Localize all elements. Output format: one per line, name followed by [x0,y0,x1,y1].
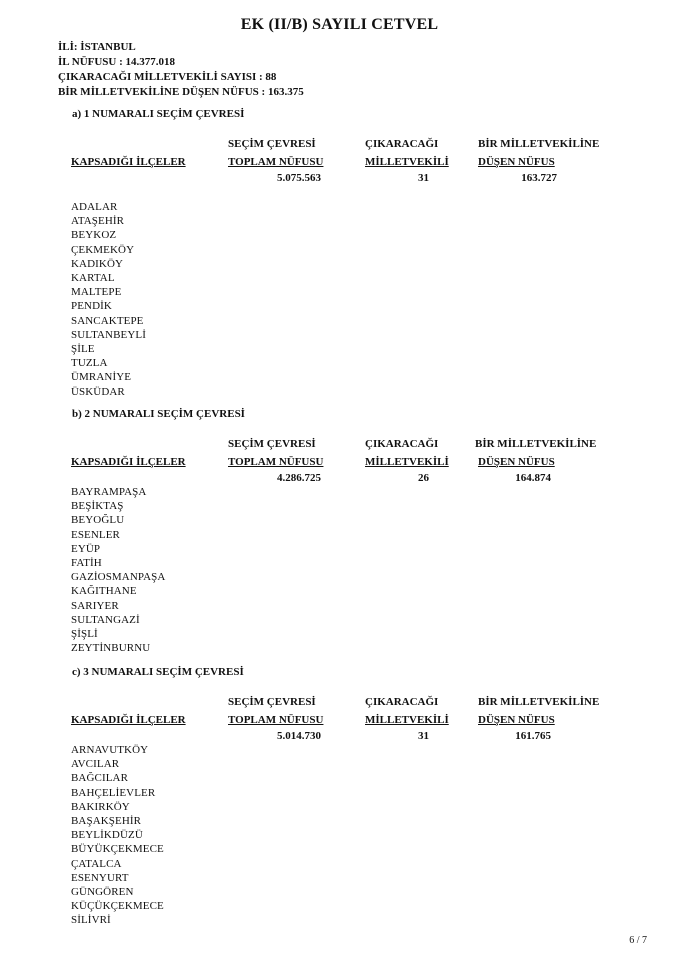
header-toplam-nufusu: TOPLAM NÜFUSU [228,156,324,168]
header-milletvekili: MİLLETVEKİLİ [365,156,449,168]
header-milletvekili: MİLLETVEKİLİ [365,714,449,726]
list-item: SULTANBEYLİ [71,328,146,341]
list-item: KAĞITHANE [71,585,137,598]
section-title: c) 3 NUMARALI SEÇİM ÇEVRESİ [72,666,244,678]
section-title: a) 1 NUMARALI SEÇİM ÇEVRESİ [72,108,245,120]
list-item: ZEYTİNBURNU [71,642,151,655]
list-item: BAĞCILAR [71,772,129,785]
list-item: ÜSKÜDAR [71,385,125,398]
header-dusen-nufus: DÜŞEN NÜFUS [478,156,555,168]
header-cikaracagi: ÇIKARACAĞI [365,138,439,150]
value-dusen-nufus: 163.727 [521,172,557,184]
list-item: GÜNGÖREN [71,886,134,899]
header-toplam-nufusu: TOPLAM NÜFUSU [228,714,324,726]
list-item: ÇEKMEKÖY [71,243,135,256]
value-milletvekili: 26 [418,472,429,484]
list-item: BEŞİKTAŞ [71,500,124,513]
value-toplam-nufus: 4.286.725 [277,472,321,484]
district-list [71,743,164,928]
list-item: KADIKÖY [71,257,124,270]
list-item: SİLİVRİ [71,914,111,927]
list-item: BÜYÜKÇEKMECE [71,843,164,856]
header-milletvekili: MİLLETVEKİLİ [365,456,449,468]
list-item: PENDİK [71,300,112,313]
list-item: AVCILAR [71,758,120,771]
list-item: ÇATALCA [71,857,122,870]
header-cikaracagi: ÇIKARACAĞI [365,438,439,450]
value-toplam-nufus: 5.014.730 [277,730,321,742]
header-bir-milletvekiline: BİR MİLLETVEKİLİNE [478,138,600,150]
list-item: KÜÇÜKÇEKMECE [71,900,164,913]
list-item: EYÜP [71,542,101,555]
header-secim-cevresi: SEÇİM ÇEVRESİ [228,138,316,150]
list-item: SARIYER [71,599,119,612]
value-dusen-nufus: 164.874 [515,472,551,484]
header-bir-milletvekiline: BİR MİLLETVEKİLİNE [478,696,600,708]
header-secim-cevresi: SEÇİM ÇEVRESİ [228,438,316,450]
header-bir-milletvekiline: BİR MİLLETVEKİLİNE [475,438,597,450]
list-item: SULTANGAZİ [71,613,140,626]
list-item: BAHÇELİEVLER [71,786,156,799]
list-item: BEYOĞLU [71,514,125,527]
population-per-deputy: BİR MİLLETVEKİLİNE DÜŞEN NÜFUS : 163.375 [58,86,304,98]
list-item: BAŞAKŞEHİR [71,815,142,828]
header-cikaracagi: ÇIKARACAĞI [365,696,439,708]
province-info [58,40,304,100]
list-item: ESENLER [71,528,120,541]
list-item: ÜMRANİYE [71,371,132,384]
header-kapsadigi-ilceler: KAPSADIĞI İLÇELER [71,714,186,726]
list-item: ATAŞEHİR [71,215,125,228]
list-item: FATİH [71,557,102,570]
header-dusen-nufus: DÜŞEN NÜFUS [478,714,555,726]
district-list [71,200,146,399]
list-item: KARTAL [71,272,115,285]
list-item: BEYKOZ [71,229,117,242]
section-title: b) 2 NUMARALI SEÇİM ÇEVRESİ [72,408,245,420]
province-name: İLİ: İSTANBUL [58,41,136,53]
document-title: EK (II/B) SAYILI CETVEL [240,16,439,33]
list-item: MALTEPE [71,286,122,299]
list-item: SANCAKTEPE [71,314,144,327]
header-kapsadigi-ilceler: KAPSADIĞI İLÇELER [71,156,186,168]
list-item: BEYLİKDÜZÜ [71,829,143,842]
list-item: TUZLA [71,357,108,370]
list-item: ARNAVUTKÖY [71,744,149,756]
value-milletvekili: 31 [418,730,429,742]
header-secim-cevresi: SEÇİM ÇEVRESİ [228,696,316,708]
value-toplam-nufus: 5.075.563 [277,172,321,184]
header-kapsadigi-ilceler: KAPSADIĞI İLÇELER [71,456,186,468]
value-milletvekili: 31 [418,172,429,184]
list-item: ESENYURT [71,871,129,884]
list-item: ŞİLE [71,343,95,356]
list-item: GAZİOSMANPAŞA [71,571,166,584]
header-toplam-nufusu: TOPLAM NÜFUSU [228,456,324,468]
deputy-count: ÇIKARACAĞI MİLLETVEKİLİ SAYISI : 88 [58,71,277,83]
list-item: BAYRAMPAŞA [71,486,147,498]
district-list [71,485,165,655]
header-dusen-nufus: DÜŞEN NÜFUS [478,456,555,468]
province-population: İL NÜFUSU : 14.377.018 [58,56,176,68]
list-item: ADALAR [71,201,118,213]
list-item: ŞİŞLİ [71,628,98,641]
list-item: BAKIRKÖY [71,800,130,813]
value-dusen-nufus: 161.765 [515,730,551,742]
page-number: 6 / 7 [629,935,647,946]
